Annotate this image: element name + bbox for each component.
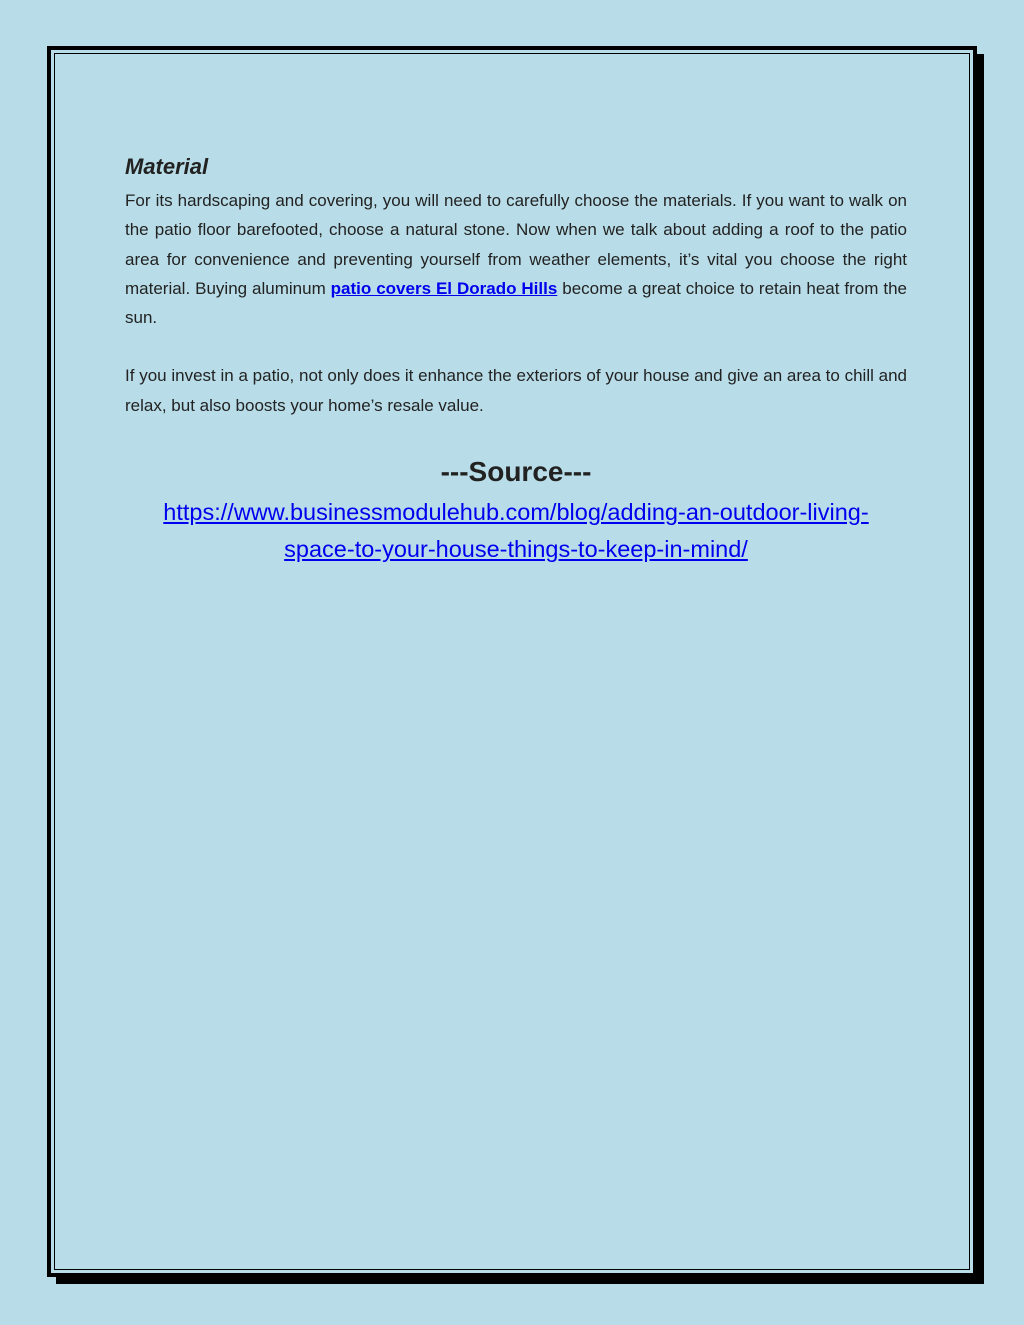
paragraph-text: For its hardscaping and covering, you will need to carefully choose the materials. If you want to walk on the patio floor barefooted, choose a natural stone. Now when we talk about adding a roof to the patio area for convenience and preventing yourself from weather elements, it’s vital you choose the right material. Buying aluminum xyxy=(125,191,907,298)
page-inner-border xyxy=(54,53,970,1270)
section-heading: Material xyxy=(125,154,209,179)
page-frame xyxy=(47,46,977,1277)
paragraph-text-end: become a great choice to retain heat from the sun. xyxy=(125,278,907,328)
patio-covers-link[interactable]: patio covers El Dorado Hills xyxy=(330,278,558,298)
paragraph-material xyxy=(125,186,907,332)
paragraph-invest: If you invest in a patio, not only does it enhance the exteriors of your house and give an area to chill and relax, but also boosts your home’s resale value. xyxy=(125,366,907,415)
source-url-link[interactable]: https://www.businessmodulehub.com/blog/adding-an-outdoor-living-space-to-your-house-things-to-keep-in-mind/ xyxy=(163,499,869,563)
source-title: ---Source--- xyxy=(440,456,592,488)
page-content xyxy=(125,154,907,568)
